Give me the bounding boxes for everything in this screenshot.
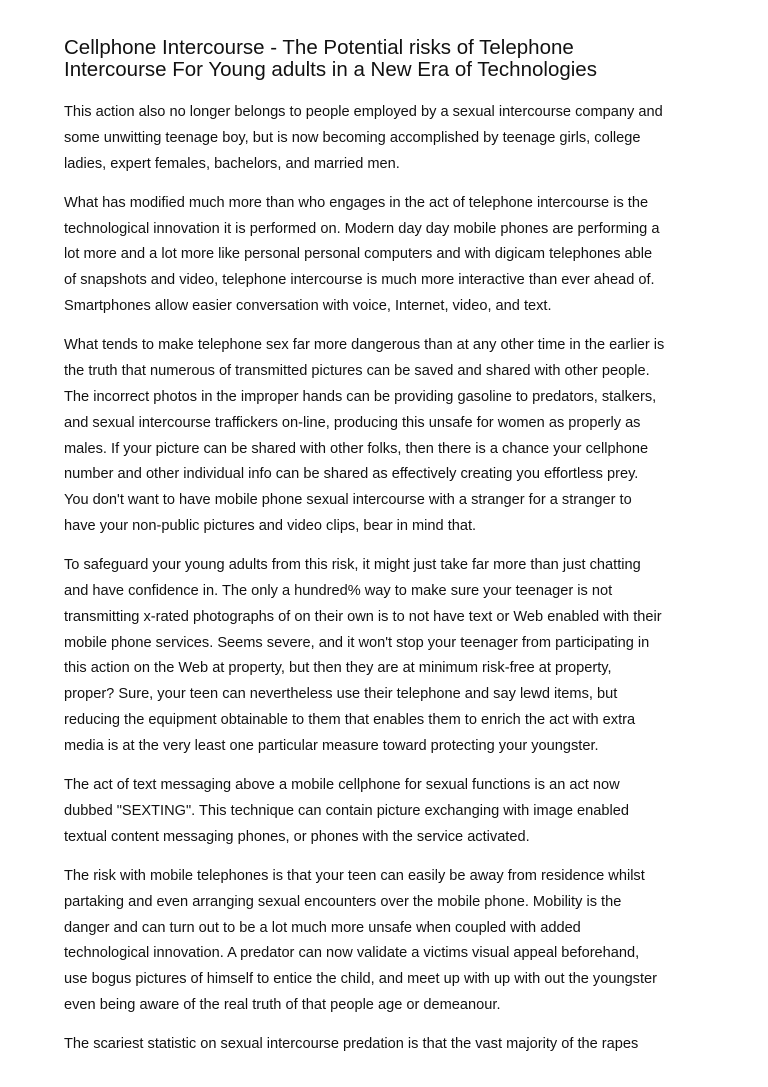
text-line: The scariest statistic on sexual intercourse predation is that the vast majority of the rapes [64,1036,639,1053]
text-line: Smartphones allow easier conversation with voice, Internet, video, and text. [64,298,552,315]
text-line: use bogus pictures of himself to entice the child, and meet up with up with out the youngster [64,971,658,988]
text-line: ladies, expert females, bachelors, and married men. [64,155,400,172]
text-line: partaking and even arranging sexual encounters over the mobile phone. Mobility is the [64,893,622,910]
text-line: dubbed "SEXTING". This technique can contain picture exchanging with image enabled [64,802,630,819]
text-line: technological innovation it is performed on. Modern day day mobile phones are performing a [64,220,660,237]
document-title [64,37,714,81]
text-line: transmitting x-rated photographs of on their own is to not have text or Web enabled with their [64,608,662,625]
paragraph-2 [64,191,714,320]
paragraph-5 [64,773,714,850]
text-line: textual content messaging phones, or phones with the service activated. [64,828,530,845]
text-line: proper? Sure, your teen can nevertheless use their telephone and say lewd items, but [64,686,618,703]
text-line: What has modified much more than who engages in the act of telephone intercourse is the [64,194,649,211]
text-line: The incorrect photos in the improper hands can be providing gasoline to predators, stalkers, [64,388,657,405]
text-line: even being aware of the real truth of that people age or demeanour. [64,997,501,1013]
text-line: This action also no longer belongs to people employed by a sexual intercourse company and [64,104,663,120]
text-line: have your non-public pictures and video clips, bear in mind that. [64,517,477,534]
text-line: danger and can turn out to be a lot much more unsafe when coupled with added [64,919,581,936]
paragraph-4 [64,553,714,759]
paragraph-6 [64,864,714,1019]
text-line: What tends to make telephone sex far more dangerous than at any other time in the earlier is [64,337,665,354]
title-line: Cellphone Intercourse - The Potential risks of Telephone [64,36,574,59]
text-line: some unwitting teenage boy, but is now becoming accomplished by teenage girls, college [64,129,641,146]
text-line: and sexual intercourse traffickers on-line, producing this unsafe for women as properly as [64,414,641,431]
text-line: media is at the very least one particular measure toward protecting your youngster. [64,737,599,754]
text-line: this action on the Web at property, but then they are at minimum risk-free at property, [64,660,612,677]
document-page [64,37,714,1058]
paragraph-3 [64,333,714,539]
text-line: You don't want to have mobile phone sexual intercourse with a stranger for a stranger to [64,492,632,509]
title-line: Intercourse For Young adults in a New Era of Technologies [64,58,597,81]
text-line: mobile phone services. Seems severe, and it won't stop your teenager from participating in [64,634,650,651]
text-line: males. If your picture can be shared with other folks, then there is a chance your cellphone [64,440,649,457]
text-line: The risk with mobile telephones is that your teen can easily be away from residence whilst [64,868,645,885]
text-line: of snapshots and video, telephone intercourse is much more interactive than ever ahead of. [64,272,655,289]
text-line: number and other individual info can be shared as effectively creating you effortless prey. [64,466,639,483]
text-line: and have confidence in. The only a hundred% way to make sure your teenager is not [64,583,613,600]
text-line: the truth that numerous of transmitted pictures can be saved and shared with other people. [64,363,650,380]
text-line: lot more and a lot more like personal personal computers and with digicam telephones able [64,246,653,263]
text-line: reducing the equipment obtainable to them that enables them to enrich the act with extra [64,712,636,729]
paragraph-1 [64,100,714,177]
text-line: technological innovation. A predator can now validate a victims visual appeal beforehand, [64,945,640,962]
text-line: To safeguard your young adults from this risk, it might just take far more than just chatting [64,557,641,574]
paragraph-7 [64,1032,714,1058]
text-line: The act of text messaging above a mobile cellphone for sexual functions is an act now [64,777,620,794]
